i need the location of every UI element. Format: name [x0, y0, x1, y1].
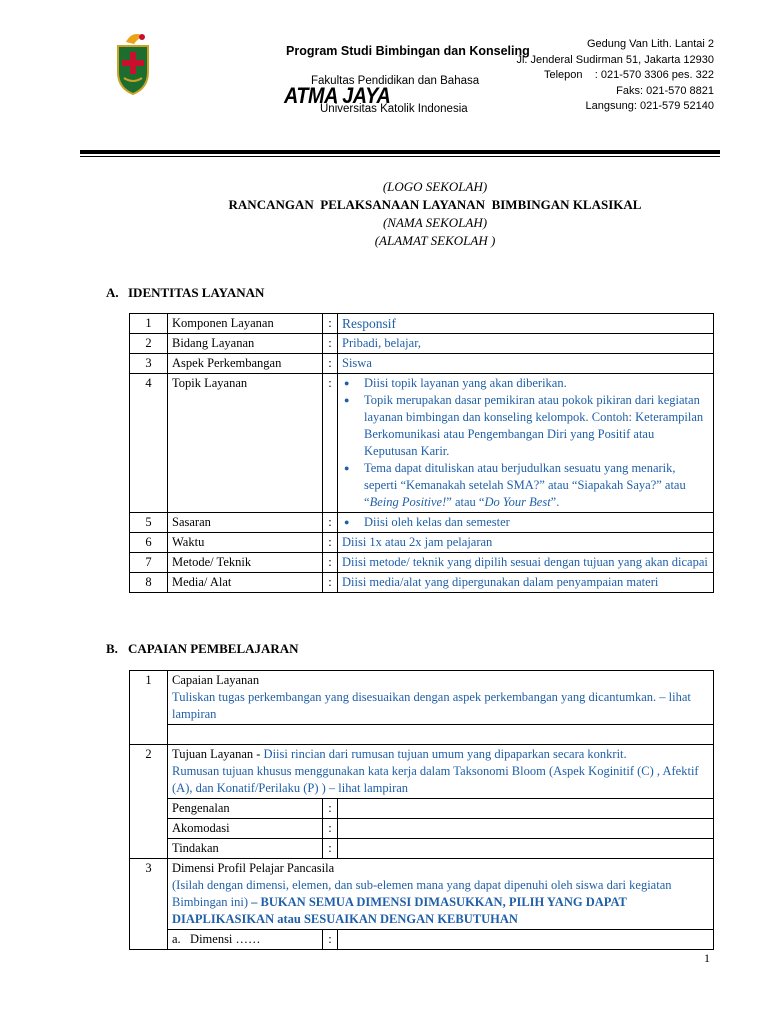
address-line: Jl. Jenderal Sudirman 51, Jakarta 12930 [516, 53, 714, 66]
brand-wordmark: ATMA JAYA [284, 83, 391, 108]
colon: : [323, 374, 338, 513]
document-title: RANCANGAN PELAKSANAAN LAYANAN BIMBINGAN KLASIKAL [228, 197, 642, 212]
row-number: 3 [130, 859, 168, 950]
colon: : [323, 553, 338, 573]
table-row [130, 553, 714, 573]
table-row [130, 799, 714, 819]
row-number: 7 [130, 553, 168, 573]
section-a-letter: A. [106, 285, 119, 300]
bullet-item: ● Tema dapat dituliskan atau berjudulkan sesuatu yang menarik, seperti “Kemanakah setelah SMA?” atau “Siapakah Saya?” atau “Being Positive!” atau “Do Your Best”. [342, 460, 709, 511]
table-row [130, 354, 714, 374]
row-description: Tuliskan tugas perkembangan yang disesuaikan dengan aspek perkembangan yang dicantumkan. – lihat lampiran [172, 690, 691, 721]
bullet-item: ● Topik merupakan dasar pemikiran atau pokok pikiran dari kegiatan layanan bimbingan dan konseling kelompok. Contoh: Keterampilan Berkomunikasi atau Pengembangan Diri yang Positif atau Keputusan Karir. [342, 392, 709, 460]
empty-cell [168, 725, 714, 745]
row-label: Aspek Perkembangan [168, 354, 323, 374]
dimension-note: (Isilah dengan dimensi, elemen, dan sub-elemen mana yang dapat dipenuhi oleh siswa dari kegiatan Bimbingan ini) [172, 878, 672, 909]
row-number: 1 [130, 314, 168, 334]
row-number: 2 [130, 334, 168, 354]
row-value: Pribadi, belajar, [338, 334, 714, 354]
colon: : [323, 533, 338, 553]
row-value: Siswa [338, 354, 714, 374]
sub-value [338, 930, 714, 950]
header-divider [80, 150, 720, 154]
table-row [130, 533, 714, 553]
row-value [338, 513, 714, 533]
row-content [168, 859, 714, 930]
row-content [168, 745, 714, 799]
row-value: Diisi 1x atau 2x jam pelajaran [338, 533, 714, 553]
row-label: Capaian Layanan [172, 673, 260, 687]
dimension-emphasis: – BUKAN SEMUA DIMENSI DIMASUKKAN, PILIH YANG DAPAT DIAPLIKASIKAN atau SESUAIKAN DENGAN KEBUTUHAN [172, 895, 627, 926]
bullet-item: ● Diisi oleh kelas dan semester [342, 514, 709, 531]
row-label: Sasaran [168, 513, 323, 533]
table-row [130, 839, 714, 859]
program-name: Program Studi Bimbingan dan Konseling [286, 44, 530, 58]
colon: : [323, 354, 338, 374]
colon: : [323, 314, 338, 334]
row-number: 4 [130, 374, 168, 513]
row-number: 1 [130, 671, 168, 745]
university-name: Universitas Katolik Indonesia [320, 103, 468, 115]
section-b-title: CAPAIAN PEMBELAJARAN [128, 641, 299, 656]
faculty-name: Fakultas Pendidikan dan Bahasa [311, 75, 480, 87]
sub-label: Akomodasi [168, 819, 323, 839]
colon: : [323, 334, 338, 354]
row-label: Tujuan Layanan - [172, 747, 261, 761]
table-row [130, 513, 714, 533]
row-number: 6 [130, 533, 168, 553]
school-name-placeholder: (NAMA SEKOLAH) [382, 215, 488, 230]
table-row [130, 334, 714, 354]
table-row [130, 374, 714, 513]
address-line: Faks: 021-570 8821 [616, 84, 714, 97]
row-value: Responsif [338, 314, 714, 334]
row-label: Topik Layanan [168, 374, 323, 513]
colon: : [323, 513, 338, 533]
table-row [130, 930, 714, 950]
row-label: Dimensi Profil Pelajar Pancasila [172, 861, 335, 875]
page-number: 1 [704, 951, 710, 965]
row-value: Diisi metode/ teknik yang dipilih sesuai dengan tujuan yang akan dicapai [338, 553, 714, 573]
colon: : [323, 573, 338, 593]
row-description: Diisi rincian dari rumusan tujuan umum yang dipaparkan secara konkrit. [260, 747, 627, 761]
row-number: 2 [130, 745, 168, 859]
row-description [172, 877, 709, 928]
sub-value [338, 839, 714, 859]
colon: : [323, 799, 338, 819]
table-row [130, 859, 714, 930]
colon: : [323, 819, 338, 839]
sub-label: Pengenalan [168, 799, 323, 819]
row-label: Metode/ Teknik [168, 553, 323, 573]
row-value: Diisi media/alat yang dipergunakan dalam penyampaian materi [338, 573, 714, 593]
table-row [130, 314, 714, 334]
row-value [338, 374, 714, 513]
row-number: 8 [130, 573, 168, 593]
sub-label: Tindakan [168, 839, 323, 859]
colon: : [323, 930, 338, 950]
address-line: Telepon : 021-570 3306 pes. 322 [543, 69, 714, 81]
table-row [130, 671, 714, 725]
identity-table [129, 313, 714, 593]
header-divider-thin [80, 156, 720, 157]
row-number: 3 [130, 354, 168, 374]
address-line: Langsung: 021-579 52140 [585, 100, 714, 112]
table-row [130, 745, 714, 799]
sub-value [338, 819, 714, 839]
address-block [516, 37, 714, 115]
table-row [130, 819, 714, 839]
university-logo [104, 28, 162, 98]
table-row [130, 725, 714, 745]
table-row [130, 573, 714, 593]
row-number: 5 [130, 513, 168, 533]
section-a-title: IDENTITAS LAYANAN [128, 285, 265, 300]
sub-label: a. Dimensi …… [168, 930, 323, 950]
address-line: Gedung Van Lith. Lantai 2 [586, 38, 714, 50]
row-label: Media/ Alat [168, 573, 323, 593]
bullet-item: ● Diisi topik layanan yang akan diberikan. [342, 375, 709, 392]
row-label: Waktu [168, 533, 323, 553]
section-b-letter: B. [106, 641, 118, 656]
row-description-2: Rumusan tujuan khusus menggunakan kata kerja dalam Taksonomi Bloom (Aspek Koginitif (C) , Afektif (A), dan Konatif/Perilaku (P) ) – lihat lampiran [172, 764, 699, 795]
school-address-placeholder: (ALAMAT SEKOLAH ) [374, 233, 496, 248]
sub-value [338, 799, 714, 819]
colon: : [323, 839, 338, 859]
row-label: Bidang Layanan [168, 334, 323, 354]
row-content [168, 671, 714, 725]
learning-table [129, 670, 714, 950]
row-label: Komponen Layanan [168, 314, 323, 334]
school-logo-placeholder: (LOGO SEKOLAH) [382, 179, 488, 194]
